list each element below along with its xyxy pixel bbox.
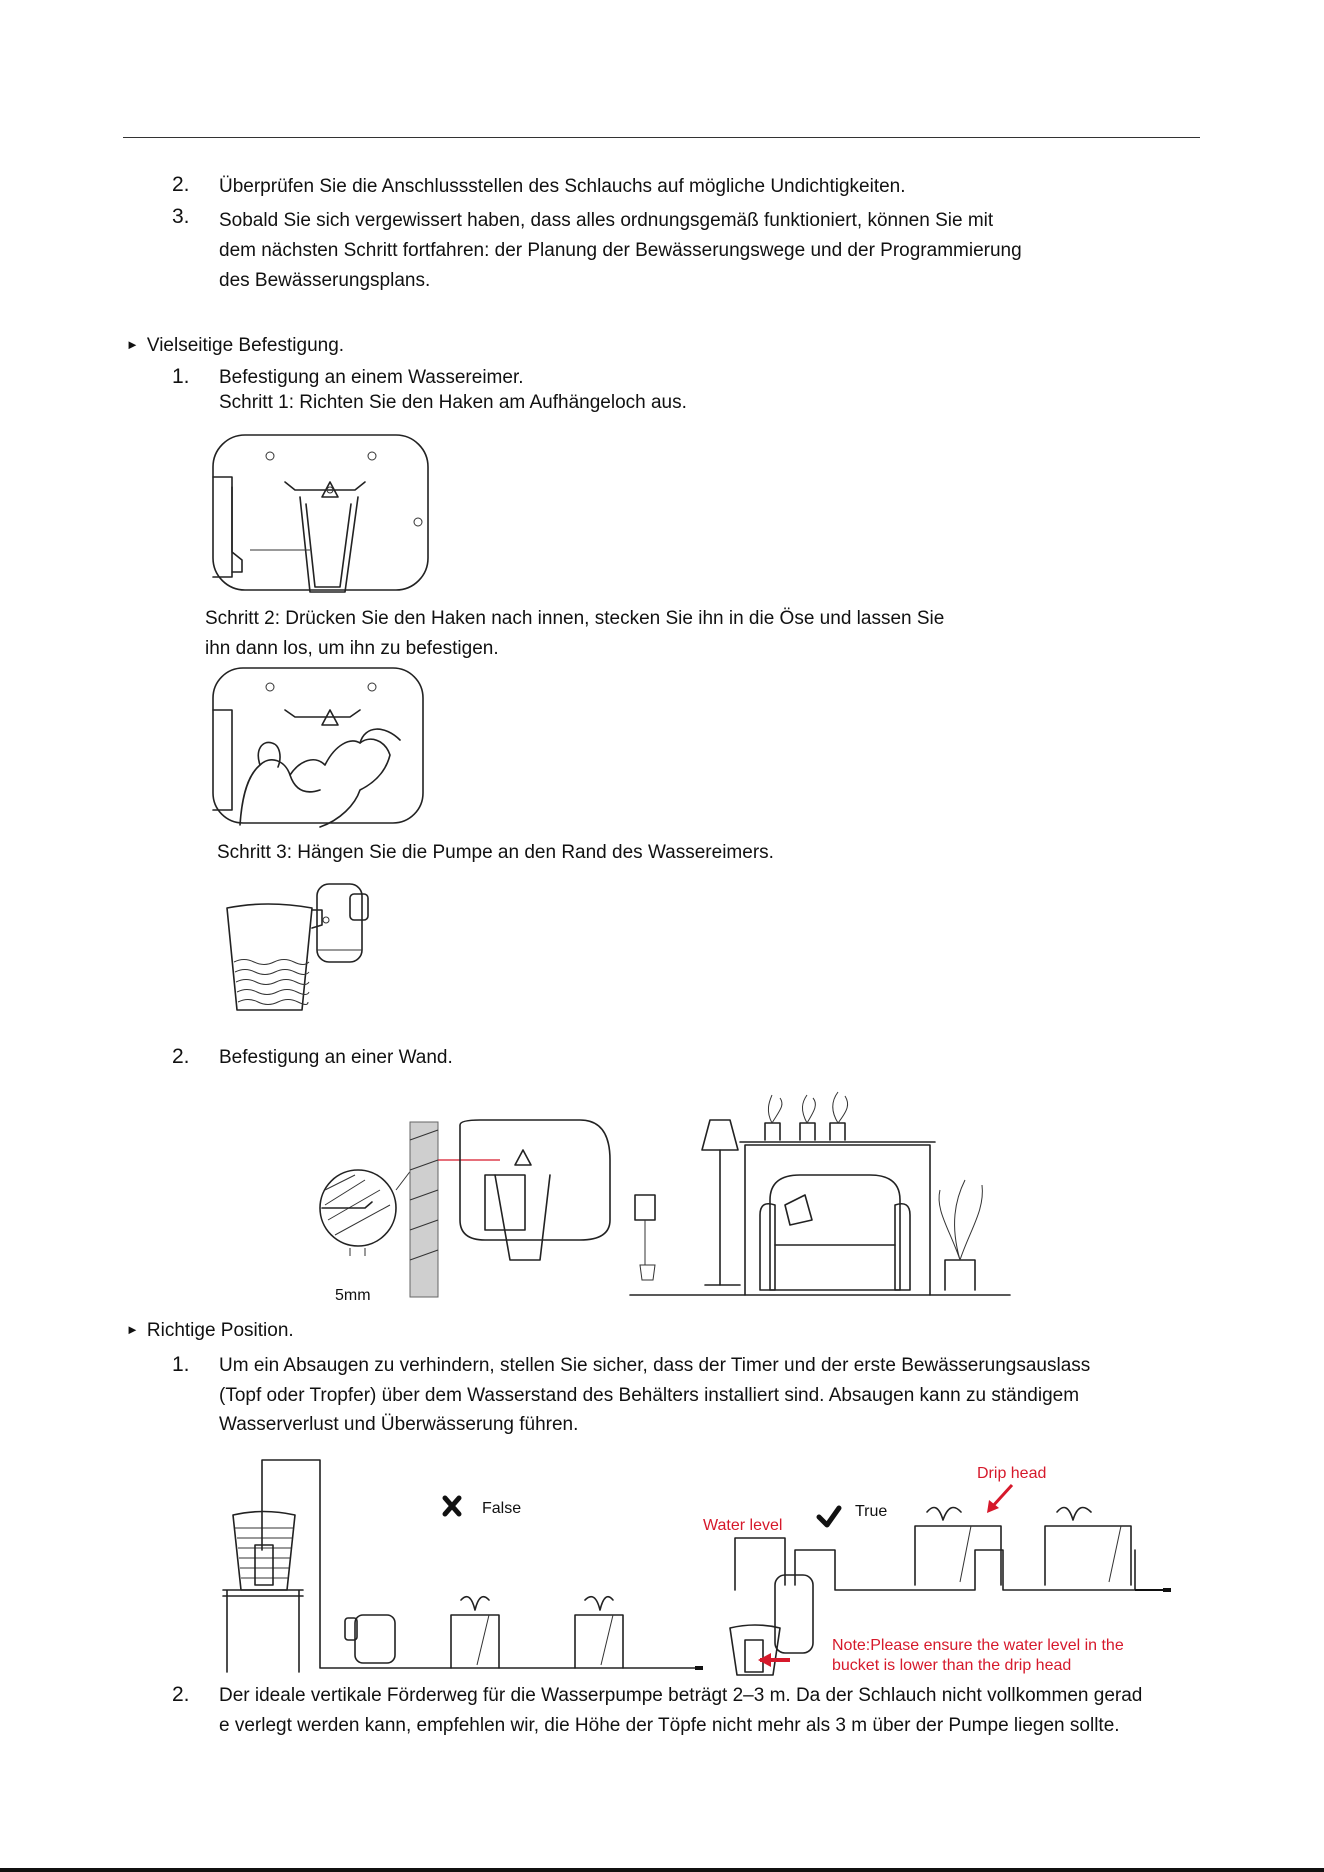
step-text: ihn dann los, um ihn zu befestigen. (205, 638, 499, 659)
step-text: Schritt 2: Drücken Sie den Haken nach innen, stecken Sie ihn in die Öse und lassen Sie (205, 608, 945, 629)
wall-mounting-figure (310, 1080, 1010, 1305)
note-text: Note:Please ensure the water level in the (832, 1637, 1124, 1654)
step-text: des Bewässerungsplans. (219, 270, 431, 291)
step-number: 2. (172, 1045, 190, 1068)
dimension-label: 5mm (335, 1287, 371, 1304)
paragraph-text: e verlegt werden kann, empfehlen wir, die Höhe der Töpfe nicht mehr als 3 m über der Pumpe liegen sollte. (219, 1715, 1120, 1736)
step-number: 1. (172, 1353, 190, 1376)
paragraph-text: Der ideale vertikale Förderweg für die Wasserpumpe beträgt 2–3 m. Da der Schlauch nicht vollkommen gerad (219, 1685, 1143, 1706)
water-level-label: Water level (703, 1517, 783, 1534)
section-heading-mounting: ► Vielseitige Befestigung. (126, 335, 345, 356)
step-number: 2. (172, 173, 190, 196)
header-rule (123, 137, 1200, 138)
siphon-prevention-figure (215, 1450, 1175, 1680)
pump-on-bucket-figure (222, 880, 372, 1015)
pump-hook-hand-figure (210, 665, 425, 830)
true-label: True (855, 1503, 888, 1520)
drip-head-label: Drip head (977, 1465, 1047, 1482)
footer-rule (0, 1868, 1324, 1872)
false-label: False (482, 1500, 522, 1517)
paragraph-text: Wasserverlust und Überwässerung führen. (219, 1414, 579, 1435)
item-title: Befestigung an einem Wassereimer. (219, 367, 524, 388)
step-text: dem nächsten Schritt fortfahren: der Planung der Bewässerungswege und der Programmierung (219, 240, 1022, 261)
step-text: Schritt 3: Hängen Sie die Pumpe an den Rand des Wassereimers. (217, 842, 774, 863)
step-number: 2. (172, 1683, 190, 1706)
triangle-bullet-icon: ► (126, 337, 139, 352)
step-number: 3. (172, 205, 190, 228)
step-text: Überprüfen Sie die Anschlussstellen des Schlauchs auf mögliche Undichtigkeiten. (219, 176, 906, 197)
step-number: 1. (172, 365, 190, 388)
section-heading-position: ► Richtige Position. (126, 1320, 294, 1341)
paragraph-text: Um ein Absaugen zu verhindern, stellen Sie sicher, dass der Timer und der erste Bewässerungsauslass (219, 1355, 1091, 1376)
item-title: Befestigung an einer Wand. (219, 1047, 453, 1068)
triangle-bullet-icon: ► (126, 1322, 139, 1337)
paragraph-text: (Topf oder Tropfer) über dem Wasserstand des Behälters installiert sind. Absaugen kann zu ständigem (219, 1385, 1080, 1406)
note-text: bucket is lower than the drip head (832, 1657, 1072, 1674)
step-text: Schritt 1: Richten Sie den Haken am Aufhängeloch aus. (219, 392, 687, 413)
pump-back-hook-figure (210, 432, 435, 597)
step-text: Sobald Sie sich vergewissert haben, dass alles ordnungsgemäß funktioniert, können Sie mit (219, 210, 994, 231)
